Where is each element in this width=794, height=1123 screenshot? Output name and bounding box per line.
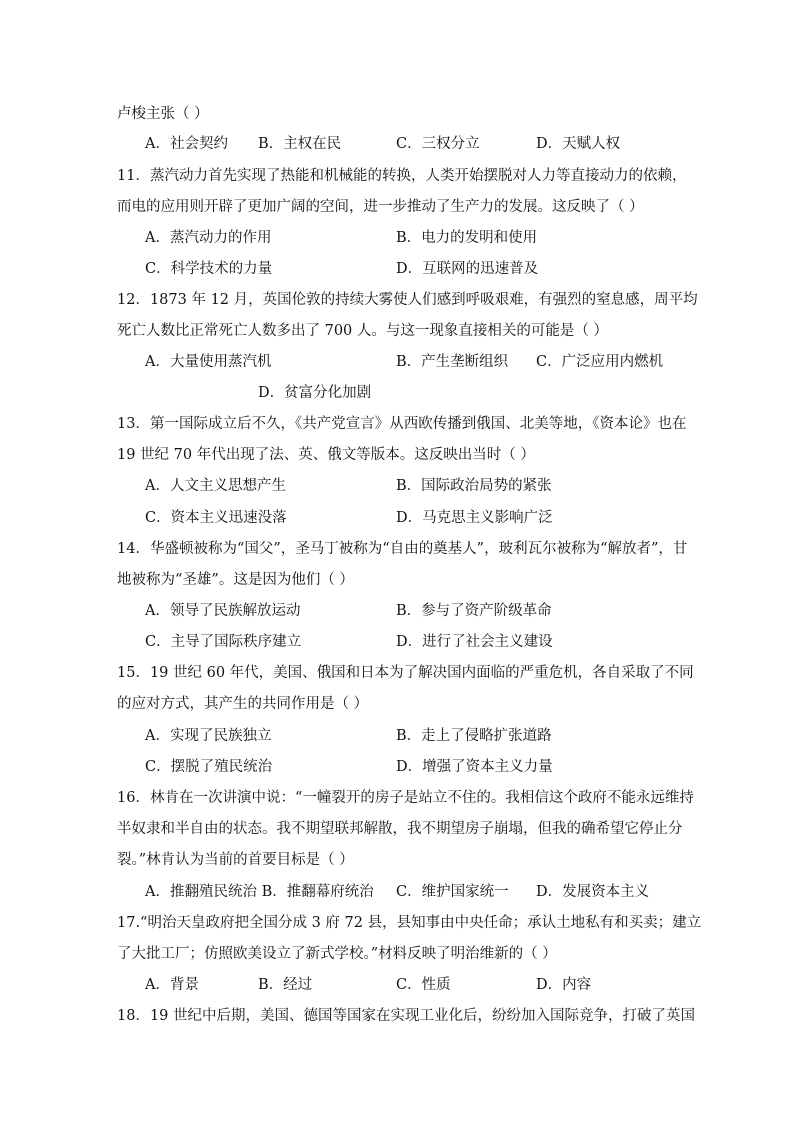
question-11-option-c[interactable]: C．科学技术的力量	[145, 261, 273, 277]
question-15-option-c[interactable]: C．摆脱了殖民统治	[145, 759, 273, 775]
question-17-stem-line-2: 了大批工厂；仿照欧美设立了新式学校。”材料反映了明治维新的（ ）	[117, 946, 557, 962]
question-13-stem-line-2: 19 世纪 70 年代出现了法、英、俄文等版本。这反映出当时（ ）	[117, 447, 535, 463]
question-15-option-d[interactable]: D．增强了资本主义力量	[396, 759, 553, 775]
question-10-option-b[interactable]: B．主权在民	[258, 136, 342, 152]
question-16-stem-line-1: 16．林肯在一次讲演中说：“一幢裂开的房子是站立不住的。我相信这个政府不能永远维持	[117, 790, 694, 806]
question-10-stem: 卢梭主张（ ）	[117, 106, 209, 122]
question-12-option-b[interactable]: B．产生垄断组织	[396, 354, 509, 370]
question-11-option-d[interactable]: D．互联网的迅速普及	[396, 261, 539, 277]
question-16-option-a-b[interactable]: A．推翻殖民统治 B．推翻幕府统治	[145, 884, 374, 900]
question-14-stem-line-1: 14．华盛顿被称为“国父”，圣马丁被称为“自由的奠基人”，玻利瓦尔被称为“解放者”，甘	[117, 541, 688, 557]
question-12-option-c[interactable]: C．广泛应用内燃机	[536, 354, 664, 370]
question-14-option-a[interactable]: A．领导了民族解放运动	[145, 603, 301, 619]
question-14-option-c[interactable]: C．主导了国际秩序建立	[145, 634, 302, 650]
question-15-stem-line-1: 15．19 世纪 60 年代，美国、俄国和日本为了解决国内面临的严重危机，各自采取了不同	[117, 665, 694, 681]
question-17-option-d[interactable]: D．内容	[536, 977, 592, 993]
question-15-stem-line-2: 的应对方式，其产生的共同作用是（ ）	[117, 696, 369, 712]
question-17-stem-line-1: 17.“明治天皇政府把全国分成 3 府 72 县，县知事由中央任命；承认土地私有和买卖；建立	[117, 915, 702, 931]
question-14-option-d[interactable]: D．进行了社会主义建设	[396, 634, 553, 650]
question-14-option-b[interactable]: B．参与了资产阶级革命	[396, 603, 552, 619]
question-10-option-c[interactable]: C．三权分立	[396, 136, 480, 152]
question-15-option-a[interactable]: A．实现了民族独立	[145, 728, 272, 744]
question-12-stem-line-2: 死亡人数比正常死亡人数多出了 700 人。与这一现象直接相关的可能是（ ）	[117, 323, 609, 339]
question-13-option-b[interactable]: B．国际政治局势的紧张	[396, 478, 552, 494]
question-15-option-b[interactable]: B．走上了侵略扩张道路	[396, 728, 552, 744]
question-14-stem-line-2: 地被称为“圣雄”。这是因为他们（ ）	[117, 572, 354, 588]
question-12-option-d[interactable]: D．贫富分化加剧	[258, 385, 372, 401]
question-10-option-a[interactable]: A．社会契约	[145, 136, 228, 152]
question-17-option-a[interactable]: A．背景	[145, 977, 199, 993]
question-16-stem-line-2: 半奴隶和半自由的状态。我不期望联邦解散，我不期望房子崩塌，但我的确希望它停止分	[117, 821, 683, 837]
question-13-option-a[interactable]: A．人文主义思想产生	[145, 478, 286, 494]
question-18-stem-line-1: 18．19 世纪中后期，美国、德国等国家在实现工业化后，纷纷加入国际竞争，打破了英国	[117, 1008, 696, 1024]
question-11-option-a[interactable]: A．蒸汽动力的作用	[145, 230, 272, 246]
question-13-stem-line-1: 13．第一国际成立后不久，《共产党宣言》从西欧传播到俄国、北美等地，《资本论》也在	[117, 416, 687, 432]
question-13-option-c[interactable]: C．资本主义迅速没落	[145, 510, 287, 526]
question-16-stem-line-3: 裂。”林肯认为当前的首要目标是（ ）	[117, 852, 354, 868]
question-11-stem-line-1: 11．蒸汽动力首先实现了热能和机械能的转换，人类开始摆脱对人力等直接动力的依赖，	[117, 168, 687, 184]
question-16-option-c[interactable]: C．维护国家统一	[396, 884, 509, 900]
question-17-option-b[interactable]: B．经过	[258, 977, 313, 993]
question-13-option-d[interactable]: D．马克思主义影响广泛	[396, 510, 553, 526]
question-10-option-d[interactable]: D．天赋人权	[536, 136, 621, 152]
question-11-option-b[interactable]: B．电力的发明和使用	[396, 230, 538, 246]
question-17-option-c[interactable]: C．性质	[396, 977, 451, 993]
question-12-stem-line-1: 12．1873 年 12 月，英国伦敦的持续大雾使人们感到呼吸艰难，有强烈的窒息感，周平均	[117, 292, 698, 308]
question-12-option-a[interactable]: A．大量使用蒸汽机	[145, 354, 272, 370]
question-16-option-d[interactable]: D．发展资本主义	[536, 884, 650, 900]
question-11-stem-line-2: 而电的应用则开辟了更加广阔的空间，进一步推动了生产力的发展。这反映了（ ）	[117, 199, 644, 215]
